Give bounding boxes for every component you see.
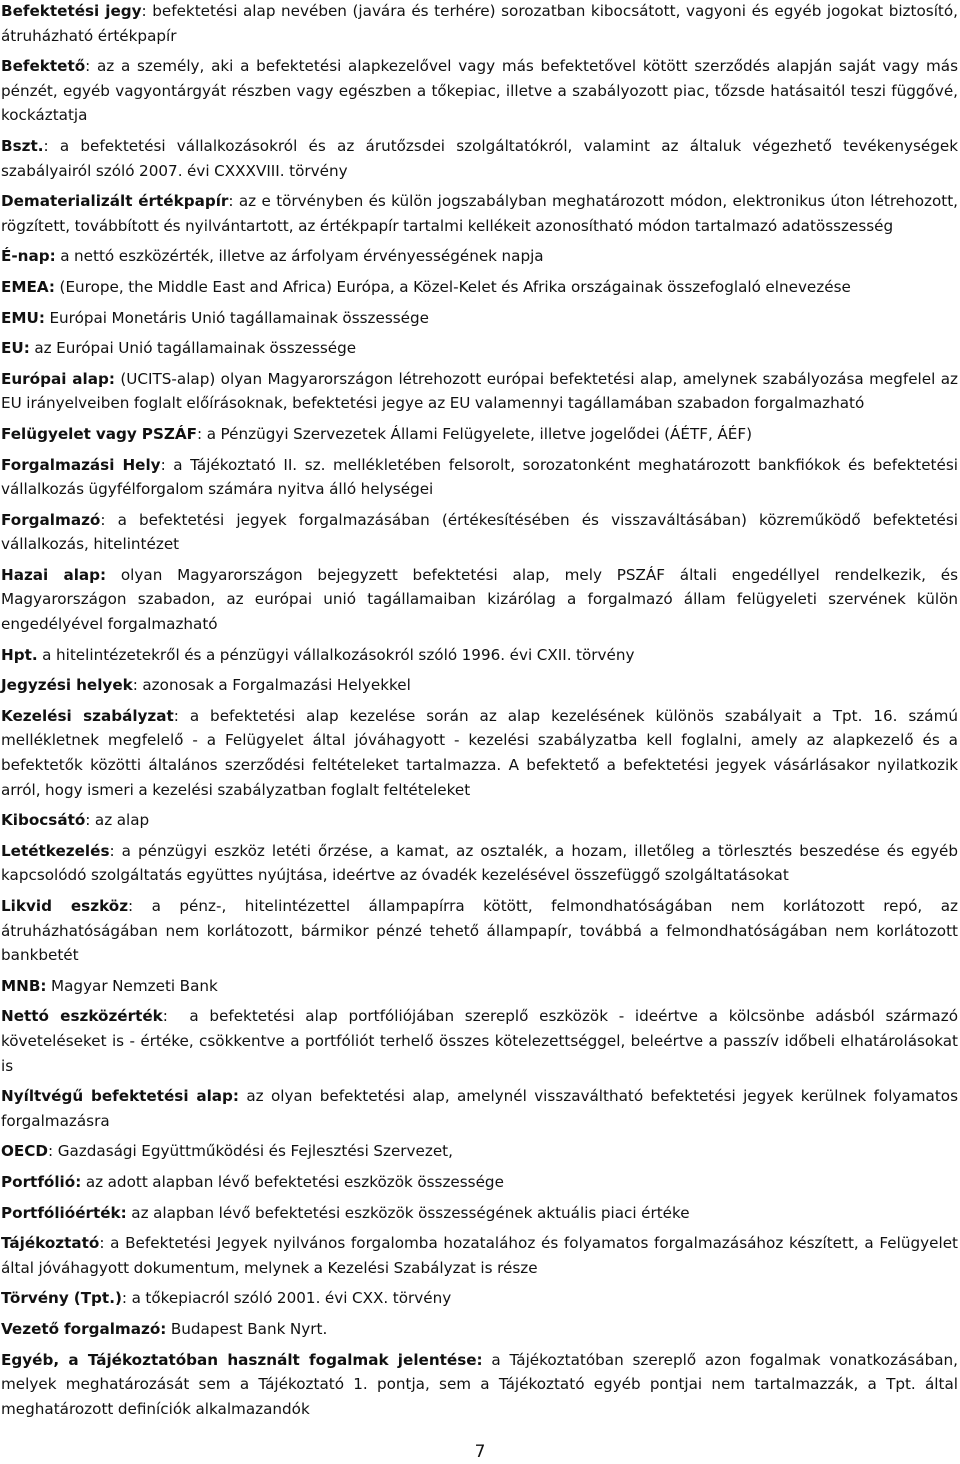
- definition-separator: :: [228, 192, 239, 211]
- definition-entry: [1, 673, 958, 698]
- definition-text: a Befektetési Jegyek nyilvános forgalomba hozatalához és folyamatos forgalmazásához készített, a Felügyelet által jóváhagyott dokumentum, melynek a Kezelési Szabályzat is része: [1, 1234, 958, 1277]
- definition-entry: [1, 563, 958, 637]
- definition-term: Kibocsátó: [1, 811, 86, 830]
- definition-entry: [1, 0, 958, 48]
- definition-term: Tájékoztató: [1, 1234, 100, 1253]
- definition-term: É-nap:: [1, 247, 56, 266]
- definition-term: EU:: [1, 339, 30, 358]
- definition-term: MNB:: [1, 976, 47, 995]
- definition-entry: [1, 1084, 958, 1133]
- definition-term: EMU:: [1, 308, 45, 327]
- definition-entry: [1, 808, 958, 833]
- definition-text: Gazdasági Együttműködési és Fejlesztési Szervezet,: [57, 1142, 453, 1161]
- definition-entry: [1, 275, 958, 300]
- definition-separator: :: [99, 1234, 111, 1253]
- definition-separator: [106, 566, 121, 584]
- definition-list: [1, 0, 958, 1421]
- definition-entry: [1, 1004, 958, 1078]
- definition-separator: :: [160, 455, 174, 474]
- definition-entry: [1, 643, 958, 668]
- definition-text: az olyan befektetési alap, amelynél visszaváltható befektetési jegyek kerülnek folyamatos forgalmazásra: [1, 1087, 958, 1130]
- definition-separator: :: [43, 136, 60, 155]
- definition-entry: [1, 704, 958, 802]
- definition-text: a pénzügyi eszköz letéti őrzése, a kamat, az osztalék, a hozam, illetőleg a törlesztés beszedése és egyéb kapcsolódó szolgáltatás együttes nyújtása, ideértve az óvadék kezelésével összefüggő szolgáltatásokat: [1, 841, 959, 885]
- definition-term: Hpt.: [1, 645, 38, 664]
- definition-text: a befektetési alap kezelése során az alap kezelésének különös szabályait a Tpt. 16. számú mellékletnek megfelelő - a Felügyelet által jóváhagyott - kezelési szabályzatba kell foglalni, amely az alapkezelő és a befektetők közötti általános szerződési feltételeket tartalmazza. A befektető a befektetési jegyek vásárlásakor nyilatkozik arról, hogy ismeri a kezelési szabályzatban foglalt feltételeket: [1, 706, 958, 799]
- definition-term: Portfólió:: [1, 1172, 82, 1191]
- definition-text: a befektetési jegyek forgalmazásában (értékesítésében és visszaváltásában) közreműködő befektetési vállalkozás, hitelintézet: [1, 510, 958, 554]
- definition-text: a tőkepiacról szóló 2001. évi CXX. törvény: [131, 1289, 452, 1308]
- definition-entry: [1, 422, 958, 447]
- glossary-page: [1, 0, 958, 1427]
- definition-entry: [1, 839, 958, 888]
- definition-separator: :: [121, 1289, 132, 1308]
- definition-text: a nettó eszközérték, illetve az árfolyam érvényességének napja: [60, 247, 544, 266]
- definition-entry: [1, 1139, 958, 1164]
- definition-text: az a személy, aki a befektetési alapkezelővel vagy más befektetővel kötött szerződés alapján saját vagy más pénzét, egyéb vagyontárgyát részben vagy egészben a tőkepiac, illetve a szabályozott piac, tőzsde hatásaitól teszi függővé, kockáztatja: [1, 57, 958, 125]
- definition-separator: :: [128, 897, 152, 915]
- definition-text: az alap: [94, 811, 150, 830]
- definition-separator: :: [141, 2, 153, 20]
- definition-text: a befektetési vállalkozásokról és az árutőzsdei szolgáltatókról, valamint az általuk végezhető tevékenységek szabályairól szóló 2007. évi CXXXVIII. törvény: [1, 136, 958, 180]
- definition-entry: [1, 1348, 958, 1422]
- definition-entry: [1, 134, 958, 183]
- definition-term: Egyéb, a Tájékoztatóban használt fogalmak jelentése:: [1, 1350, 483, 1369]
- definition-term: Portfólióérték:: [1, 1203, 127, 1222]
- definition-term: Dematerializált értékpapír: [1, 192, 229, 211]
- definition-separator: :: [100, 510, 118, 529]
- definition-entry: [1, 1231, 958, 1280]
- definition-text: a Pénzügyi Szervezetek Állami Felügyelete, illetve jogelődei (ÁÉTF, ÁÉF): [206, 424, 752, 443]
- definition-text: azonosak a Forgalmazási Helyekkel: [142, 676, 411, 695]
- definition-entry: [1, 1170, 958, 1195]
- definition-text: (UCITS-alap) olyan Magyarországon létrehozott európai befektetési alap, amelynek szabályozása megfelel az EU irányelveiben foglalt előírásoknak, befektetési jegye az EU valamennyi tagállamában szabadon forgalmazható: [1, 369, 959, 413]
- definition-term: Törvény (Tpt.): [1, 1289, 122, 1308]
- definition-entry: [1, 336, 958, 361]
- definition-text: olyan Magyarországon bejegyzett befektetési alap, mely PSZÁF általi engedéllyel rendelkezik, és Magyarországon szabadon, az európai unió tagállamaiban kizárólag a forgalmazó állam felügyeleti szervének külön engedélyével forgalmazható: [1, 565, 958, 634]
- definition-separator: :: [109, 841, 122, 860]
- definition-term: Nyíltvégű befektetési alap:: [1, 1087, 239, 1106]
- definition-text: Budapest Bank Nyrt.: [170, 1319, 328, 1338]
- definition-term: Hazai alap:: [1, 565, 107, 584]
- definition-entry: [1, 244, 958, 269]
- definition-text: a Tájékoztató II. sz. mellékletében felsorolt, sorozatonként meghatározott bankfiókok és befektetési vállalkozás ügyfélforgalom számára nyitva álló helységei: [1, 455, 958, 499]
- definition-entry: [1, 189, 958, 238]
- definition-entry: [1, 974, 958, 999]
- definition-separator: :: [85, 57, 97, 76]
- definition-term: Felügyelet vagy PSZÁF: [1, 424, 198, 443]
- definition-entry: [1, 453, 958, 502]
- definition-term: Forgalmazási Hely: [1, 455, 161, 474]
- definition-term: Forgalmazó: [1, 510, 101, 529]
- definition-entry: [1, 1286, 958, 1311]
- definition-term: Bszt.: [1, 136, 44, 155]
- definition-entry: [1, 894, 958, 968]
- definition-text: a Tájékoztatóban szereplő azon fogalmak vonatkozásában, melyek meghatározását sem a Tájékoztató 1. pontja, sem a Tájékoztató egyéb pontjai nem tartalmazzák, a Tpt. által meghatározott definíciók alkalmazandók: [1, 1350, 958, 1418]
- definition-text: befektetési alap nevében (javára és terhére) sorozatban kibocsátott, vagyoni és egyéb jogokat biztosító, átruházható értékpapír: [1, 2, 958, 45]
- definition-term: Kezelési szabályzat: [1, 706, 174, 725]
- definition-separator: :: [173, 706, 190, 725]
- definition-text: az Európai Unió tagállamainak összessége: [34, 339, 357, 358]
- definition-term: Befektetési jegy: [1, 2, 142, 20]
- definition-text: a hitelintézetekről és a pénzügyi vállalkozásokról szóló 1996. évi CXII. törvény: [42, 645, 635, 664]
- definition-text: (Europe, the Middle East and Africa) Európa, a Közel-Kelet és Afrika országainak összefoglaló elnevezése: [59, 277, 851, 296]
- definition-text: a befektetési alap portfóliójában szereplő eszközök - ideértve a kölcsönbe adásból származó követeléseket is - értéke, csökkentve a portfóliót terhelő összes kötelezettséggel, beleértve a passzív időbeli elhatárolásokat is: [1, 1007, 958, 1075]
- definition-text: az adott alapban lévő befektetési eszközök összessége: [85, 1172, 504, 1191]
- definition-term: Nettó eszközérték: [1, 1007, 163, 1026]
- definition-entry: [1, 54, 958, 128]
- definition-entry: [1, 306, 958, 331]
- definition-entry: [1, 1317, 958, 1342]
- definition-term: EMEA:: [1, 277, 55, 296]
- definition-term: Letétkezelés: [1, 841, 110, 860]
- definition-separator: :: [48, 1142, 58, 1161]
- definition-text: az alapban lévő befektetési eszközök összességének aktuális piaci értéke: [131, 1203, 690, 1222]
- page-number: 7: [474, 1442, 486, 1462]
- definition-term: Jegyzési helyek: [1, 676, 133, 695]
- definition-entry: [1, 1201, 958, 1226]
- definition-separator: :: [197, 424, 207, 443]
- definition-text: a pénz-, hitelintézettel állampapírra kötött, felmondhatóságában nem korlátozott repó, az átruházhatóságában nem korlátozott, bármikor pénzé tehető állampapír, továbbá a felmondhatóságában nem korlátozott bankbetét: [1, 897, 958, 965]
- definition-entry: [1, 367, 958, 416]
- definition-term: Európai alap:: [1, 369, 115, 388]
- definition-text: Európai Monetáris Unió tagállamainak összessége: [49, 308, 429, 327]
- definition-separator: :: [85, 811, 95, 830]
- definition-separator: :: [162, 1007, 190, 1026]
- definition-entry: [1, 508, 958, 557]
- definition-term: Likvid eszköz: [1, 897, 129, 915]
- definition-term: OECD: [1, 1142, 49, 1161]
- definition-term: Befektető: [1, 57, 86, 76]
- definition-text: az e törvényben és külön jogszabályban meghatározott módon, elektronikus úton létrehozott, rögzített, továbbított és nyilvántartott, az értékpapír tartalmi kellékeit azonosítható módon tartalmazó adatösszesség: [1, 192, 958, 235]
- definition-term: Vezető forgalmazó:: [1, 1319, 167, 1338]
- definition-text: Magyar Nemzeti Bank: [51, 976, 218, 995]
- definition-separator: :: [132, 676, 143, 695]
